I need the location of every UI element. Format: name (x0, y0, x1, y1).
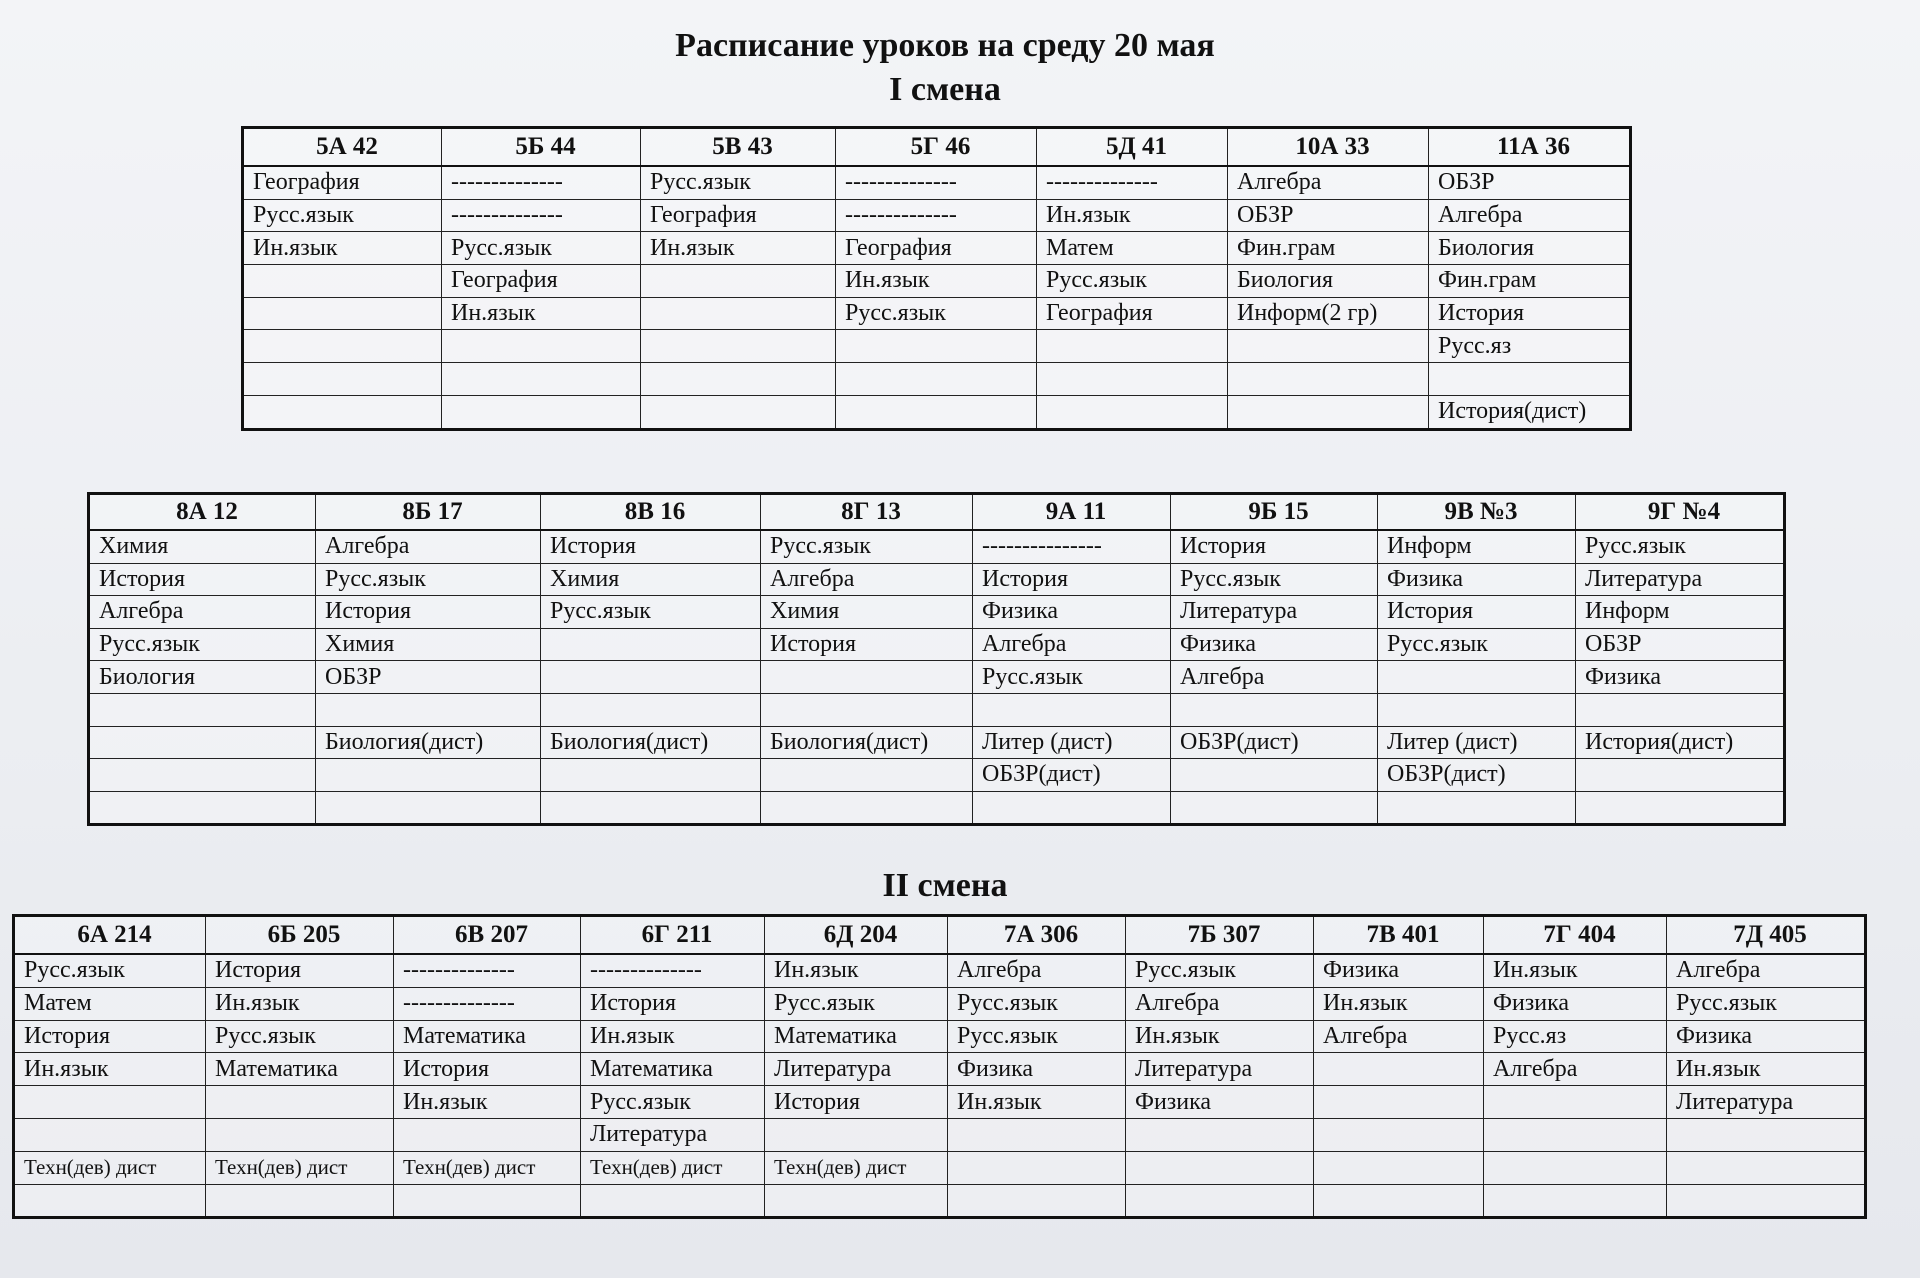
lesson-row (89, 661, 1785, 694)
lesson-cell (1314, 1118, 1484, 1151)
lesson-cell: Математика (765, 1020, 948, 1053)
lesson-cell: -------------- (581, 954, 765, 987)
page-title: Расписание уроков на среду 20 мая (675, 27, 1215, 64)
lesson-cell (541, 693, 761, 726)
lesson-cell (1667, 1151, 1866, 1184)
lesson-cell: Алгебра (1126, 987, 1314, 1020)
lesson-cell: Физика (1378, 563, 1576, 596)
lesson-row (89, 530, 1785, 563)
lesson-cell (1667, 1184, 1866, 1218)
lesson-cell (641, 395, 836, 429)
schedule-table-shift-1-grades-8-9 (87, 492, 1786, 826)
class-header: 5А 42 (243, 128, 442, 167)
lesson-row (14, 1151, 1866, 1184)
lesson-cell (1126, 1118, 1314, 1151)
lesson-cell: ОБЗР (1228, 199, 1429, 232)
lesson-cell: Матем (1037, 232, 1228, 265)
lesson-cell (1484, 1184, 1667, 1218)
lesson-cell: ОБЗР(дист) (1171, 726, 1378, 759)
lesson-cell: Ин.язык (765, 954, 948, 987)
lesson-cell: Русс.язык (89, 628, 316, 661)
lesson-cell: Химия (89, 530, 316, 563)
lesson-cell (1171, 693, 1378, 726)
lesson-cell: Техн(дев) дист (394, 1151, 581, 1184)
lesson-row (89, 563, 1785, 596)
lesson-cell: Физика (1126, 1086, 1314, 1119)
lesson-cell: География (1037, 297, 1228, 330)
lesson-cell: Алгебра (316, 530, 541, 563)
lesson-cell: Физика (1667, 1020, 1866, 1053)
lesson-cell (394, 1184, 581, 1218)
lesson-cell: Химия (761, 596, 973, 629)
lesson-cell (836, 395, 1037, 429)
class-header: 6Б 205 (206, 916, 394, 955)
lesson-cell (836, 330, 1037, 363)
lesson-cell (541, 759, 761, 792)
lesson-cell (761, 661, 973, 694)
lesson-cell: Ин.язык (1484, 954, 1667, 987)
lesson-cell: Физика (1576, 661, 1785, 694)
lesson-row (89, 693, 1785, 726)
lesson-cell: Физика (1314, 954, 1484, 987)
lesson-cell: Ин.язык (581, 1020, 765, 1053)
lesson-cell: Ин.язык (948, 1086, 1126, 1119)
lesson-cell (1314, 1184, 1484, 1218)
lesson-cell (316, 791, 541, 825)
lesson-cell: Математика (581, 1053, 765, 1086)
lesson-cell: Алгебра (1314, 1020, 1484, 1053)
lesson-cell (1314, 1053, 1484, 1086)
lesson-cell: -------------- (394, 954, 581, 987)
lesson-cell: Биология(дист) (761, 726, 973, 759)
lesson-cell: Русс.язык (1126, 954, 1314, 987)
lesson-cell: Алгебра (948, 954, 1126, 987)
lesson-cell: Алгебра (761, 563, 973, 596)
lesson-cell (1378, 661, 1576, 694)
lesson-row (14, 1184, 1866, 1218)
lesson-cell: Русс.язык (1378, 628, 1576, 661)
lesson-cell: Биология(дист) (316, 726, 541, 759)
lesson-cell: Русс.язык (948, 1020, 1126, 1053)
lesson-cell: ОБЗР (1576, 628, 1785, 661)
lesson-row (243, 330, 1631, 363)
lesson-cell (641, 265, 836, 298)
lesson-cell: Литер (дист) (1378, 726, 1576, 759)
lesson-cell (1429, 363, 1631, 396)
lesson-row (243, 166, 1631, 199)
lesson-cell: ОБЗР(дист) (973, 759, 1171, 792)
lesson-cell (765, 1184, 948, 1218)
lesson-cell: Ин.язык (641, 232, 836, 265)
lesson-cell: Ин.язык (1037, 199, 1228, 232)
lesson-cell: Ин.язык (1126, 1020, 1314, 1053)
lesson-cell: Русс.яз (1484, 1020, 1667, 1053)
lesson-cell: Ин.язык (243, 232, 442, 265)
class-header: 6Г 211 (581, 916, 765, 955)
lesson-cell: Русс.язык (442, 232, 641, 265)
lesson-cell (442, 363, 641, 396)
lesson-cell (89, 726, 316, 759)
lesson-cell: География (836, 232, 1037, 265)
class-header: 5В 43 (641, 128, 836, 167)
lesson-cell: Русс.яз (1429, 330, 1631, 363)
lesson-cell: История (1429, 297, 1631, 330)
class-header: 9Г №4 (1576, 494, 1785, 531)
lesson-cell: История (973, 563, 1171, 596)
lesson-cell: Физика (1171, 628, 1378, 661)
lesson-cell: Математика (206, 1053, 394, 1086)
class-header: 6В 207 (394, 916, 581, 955)
lesson-cell (1126, 1151, 1314, 1184)
lesson-cell (1314, 1151, 1484, 1184)
lesson-row (89, 759, 1785, 792)
lesson-cell (316, 759, 541, 792)
class-header: 7Д 405 (1667, 916, 1866, 955)
lesson-cell: Алгебра (1484, 1053, 1667, 1086)
lesson-cell: Фин.грам (1228, 232, 1429, 265)
lesson-cell (442, 330, 641, 363)
lesson-cell: Ин.язык (836, 265, 1037, 298)
header-row (14, 916, 1866, 955)
lesson-cell (1484, 1086, 1667, 1119)
lesson-cell: Русс.язык (765, 987, 948, 1020)
class-header: 10А 33 (1228, 128, 1429, 167)
class-header: 5Д 41 (1037, 128, 1228, 167)
lesson-cell: Алгебра (1228, 166, 1429, 199)
lesson-cell (1667, 1118, 1866, 1151)
lesson-cell: Русс.язык (1037, 265, 1228, 298)
lesson-cell (541, 791, 761, 825)
lesson-cell (316, 693, 541, 726)
lesson-cell: Алгебра (1171, 661, 1378, 694)
lesson-cell: Русс.язык (836, 297, 1037, 330)
lesson-cell: Русс.язык (1171, 563, 1378, 596)
lesson-cell: ОБЗР (1429, 166, 1631, 199)
header-row (89, 494, 1785, 531)
lesson-cell: Литература (1667, 1086, 1866, 1119)
lesson-cell (1314, 1086, 1484, 1119)
lesson-cell: Фин.грам (1429, 265, 1631, 298)
lesson-cell: Биология(дист) (541, 726, 761, 759)
lesson-cell: История (316, 596, 541, 629)
lesson-cell: Физика (1484, 987, 1667, 1020)
lesson-cell: История(дист) (1576, 726, 1785, 759)
class-header: 9В №3 (1378, 494, 1576, 531)
lesson-row (14, 1118, 1866, 1151)
lesson-cell: Ин.язык (14, 1053, 206, 1086)
lesson-cell: География (442, 265, 641, 298)
lesson-cell: География (641, 199, 836, 232)
lesson-cell (206, 1086, 394, 1119)
lesson-cell: ОБЗР (316, 661, 541, 694)
lesson-cell (1378, 693, 1576, 726)
lesson-cell: Русс.язык (641, 166, 836, 199)
lesson-cell (243, 297, 442, 330)
schedule-table-shift-1 (241, 126, 1632, 431)
lesson-cell (541, 628, 761, 661)
lesson-row (243, 199, 1631, 232)
lesson-cell: Русс.язык (316, 563, 541, 596)
lesson-cell: -------------- (836, 199, 1037, 232)
lesson-cell: История (394, 1053, 581, 1086)
lesson-cell: Техн(дев) дист (581, 1151, 765, 1184)
lesson-cell (761, 693, 973, 726)
class-header: 7Г 404 (1484, 916, 1667, 955)
lesson-cell: Русс.язык (1576, 530, 1785, 563)
lesson-cell (948, 1184, 1126, 1218)
lesson-cell (1484, 1118, 1667, 1151)
lesson-cell (14, 1118, 206, 1151)
lesson-cell: География (243, 166, 442, 199)
lesson-cell: Математика (394, 1020, 581, 1053)
lesson-cell: Литература (765, 1053, 948, 1086)
lesson-cell: Ин.язык (1667, 1053, 1866, 1086)
lesson-row (243, 232, 1631, 265)
lesson-cell: Литература (1576, 563, 1785, 596)
lesson-cell (541, 661, 761, 694)
lesson-cell: История (761, 628, 973, 661)
lesson-cell (1484, 1151, 1667, 1184)
lesson-cell (243, 363, 442, 396)
class-header: 5Г 46 (836, 128, 1037, 167)
lesson-row (14, 1086, 1866, 1119)
class-header: 7В 401 (1314, 916, 1484, 955)
lesson-cell (973, 693, 1171, 726)
lesson-cell (89, 791, 316, 825)
lesson-cell (1171, 791, 1378, 825)
lesson-cell: Биология (89, 661, 316, 694)
lesson-cell (1228, 363, 1429, 396)
lesson-cell: Русс.язык (581, 1086, 765, 1119)
lesson-cell (1576, 791, 1785, 825)
lesson-cell: Литература (1126, 1053, 1314, 1086)
lesson-cell: Русс.язык (973, 661, 1171, 694)
lesson-cell (14, 1184, 206, 1218)
lesson-cell: История (14, 1020, 206, 1053)
lesson-cell (89, 759, 316, 792)
lesson-row (14, 1020, 1866, 1053)
schedule-table-shift-2 (12, 914, 1867, 1219)
lesson-cell: Литература (1171, 596, 1378, 629)
lesson-cell (243, 330, 442, 363)
lesson-row (89, 628, 1785, 661)
lesson-cell (1576, 759, 1785, 792)
lesson-cell: История (1378, 596, 1576, 629)
class-header: 9Б 15 (1171, 494, 1378, 531)
lesson-cell: Алгебра (1429, 199, 1631, 232)
lesson-cell: -------------- (442, 166, 641, 199)
lesson-cell: Техн(дев) дист (206, 1151, 394, 1184)
lesson-cell: История(дист) (1429, 395, 1631, 429)
lesson-cell: Русс.язык (761, 530, 973, 563)
class-header: 6А 214 (14, 916, 206, 955)
lesson-cell: Алгебра (973, 628, 1171, 661)
lesson-cell: -------------- (1037, 166, 1228, 199)
lesson-cell (89, 693, 316, 726)
lesson-cell: Физика (973, 596, 1171, 629)
lesson-cell: Матем (14, 987, 206, 1020)
class-header: 8Б 17 (316, 494, 541, 531)
lesson-cell: Литература (581, 1118, 765, 1151)
lesson-cell: История (1171, 530, 1378, 563)
lesson-cell: -------------- (836, 166, 1037, 199)
lesson-cell: Биология (1228, 265, 1429, 298)
lesson-cell: Информ (1378, 530, 1576, 563)
lesson-cell: Литер (дист) (973, 726, 1171, 759)
class-header: 7Б 307 (1126, 916, 1314, 955)
lesson-cell: История (206, 954, 394, 987)
lesson-cell (973, 791, 1171, 825)
lesson-row (89, 791, 1785, 825)
lesson-row (14, 1053, 1866, 1086)
class-header: 8В 16 (541, 494, 761, 531)
lesson-cell (1171, 759, 1378, 792)
lesson-cell: История (581, 987, 765, 1020)
lesson-cell (442, 395, 641, 429)
lesson-row (243, 363, 1631, 396)
lesson-cell: --------------- (973, 530, 1171, 563)
lesson-cell: -------------- (394, 987, 581, 1020)
class-header: 7А 306 (948, 916, 1126, 955)
lesson-cell: Русс.язык (206, 1020, 394, 1053)
lesson-cell: Русс.язык (1667, 987, 1866, 1020)
lesson-cell (581, 1184, 765, 1218)
lesson-cell: Русс.язык (14, 954, 206, 987)
lesson-row (243, 395, 1631, 429)
lesson-cell (1126, 1184, 1314, 1218)
class-header: 8А 12 (89, 494, 316, 531)
shift-2-heading: II смена (882, 867, 1008, 904)
lesson-row (89, 726, 1785, 759)
lesson-cell: Химия (541, 563, 761, 596)
lesson-cell: Химия (316, 628, 541, 661)
lesson-cell: Алгебра (89, 596, 316, 629)
lesson-cell (1576, 693, 1785, 726)
lesson-cell: Ин.язык (1314, 987, 1484, 1020)
lesson-cell (243, 265, 442, 298)
lesson-cell: История (765, 1086, 948, 1119)
lesson-cell: Русс.язык (243, 199, 442, 232)
lesson-cell (1037, 330, 1228, 363)
lesson-cell: Техн(дев) дист (14, 1151, 206, 1184)
lesson-cell (765, 1118, 948, 1151)
lesson-row (243, 265, 1631, 298)
lesson-cell: Ин.язык (442, 297, 641, 330)
lesson-cell (243, 395, 442, 429)
lesson-cell: Русс.язык (948, 987, 1126, 1020)
class-header: 9А 11 (973, 494, 1171, 531)
header-row (243, 128, 1631, 167)
lesson-cell (1037, 395, 1228, 429)
lesson-cell: ОБЗР(дист) (1378, 759, 1576, 792)
lesson-cell: Информ (1576, 596, 1785, 629)
lesson-cell: Биология (1429, 232, 1631, 265)
lesson-row (89, 596, 1785, 629)
lesson-cell: -------------- (442, 199, 641, 232)
lesson-cell (1228, 395, 1429, 429)
lesson-cell: Ин.язык (206, 987, 394, 1020)
lesson-cell: Ин.язык (394, 1086, 581, 1119)
lesson-cell (394, 1118, 581, 1151)
lesson-cell: Физика (948, 1053, 1126, 1086)
lesson-cell: Информ(2 гр) (1228, 297, 1429, 330)
lesson-cell (948, 1151, 1126, 1184)
lesson-cell (1228, 330, 1429, 363)
lesson-cell (641, 363, 836, 396)
lesson-cell (761, 759, 973, 792)
class-header: 8Г 13 (761, 494, 973, 531)
class-header: 5Б 44 (442, 128, 641, 167)
lesson-cell: Алгебра (1667, 954, 1866, 987)
lesson-cell (641, 297, 836, 330)
lesson-cell: История (89, 563, 316, 596)
lesson-row (243, 297, 1631, 330)
class-header: 6Д 204 (765, 916, 948, 955)
lesson-cell (948, 1118, 1126, 1151)
lesson-cell (1378, 791, 1576, 825)
lesson-cell (761, 791, 973, 825)
lesson-cell (14, 1086, 206, 1119)
lesson-cell (641, 330, 836, 363)
lesson-cell (206, 1184, 394, 1218)
lesson-cell (206, 1118, 394, 1151)
lesson-cell (1037, 363, 1228, 396)
lesson-row (14, 954, 1866, 987)
lesson-row (14, 987, 1866, 1020)
lesson-cell (836, 363, 1037, 396)
lesson-cell: История (541, 530, 761, 563)
lesson-cell: Техн(дев) дист (765, 1151, 948, 1184)
lesson-cell: Русс.язык (541, 596, 761, 629)
class-header: 11А 36 (1429, 128, 1631, 167)
shift-1-heading: I смена (889, 71, 1001, 108)
